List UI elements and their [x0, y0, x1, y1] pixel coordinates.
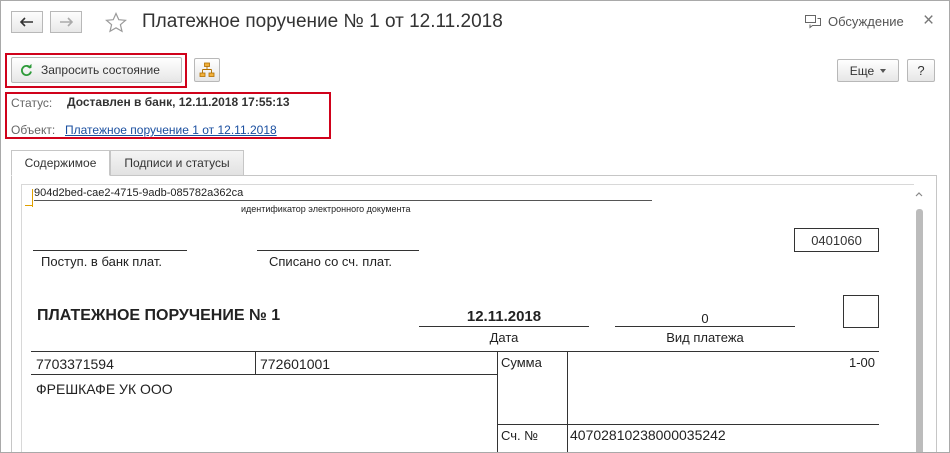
status-value: Доставлен в банк, 12.11.2018 17:55:13 — [67, 95, 290, 109]
edoc-id-underline — [34, 200, 652, 201]
discussion-label: Обсуждение — [828, 14, 904, 29]
structure-button[interactable] — [194, 58, 220, 82]
hierarchy-icon — [199, 62, 215, 78]
more-button[interactable] — [837, 59, 899, 82]
sum-label-divider — [567, 351, 568, 453]
status-label: Статус: — [11, 96, 53, 110]
date-caption: Дата — [489, 330, 519, 345]
form-code: 0401060 — [794, 228, 879, 252]
forward-button[interactable] — [50, 11, 82, 33]
received-line — [33, 250, 187, 251]
request-status-button[interactable] — [11, 57, 182, 83]
account-value: 40702810238000035242 — [570, 427, 726, 443]
debited-line — [257, 250, 419, 251]
inn-kpp-divider — [255, 351, 256, 374]
date-value: 12.11.2018 — [466, 308, 542, 325]
received-caption: Поступ. в банк плат. — [41, 254, 163, 269]
sum-row-bottom-line — [497, 424, 879, 425]
sum-value: 1-00 — [848, 355, 875, 370]
payer-sum-divider — [497, 351, 498, 453]
text-cursor-tick — [25, 205, 33, 206]
tab-content[interactable]: Содержимое — [11, 150, 110, 176]
window-title: Платежное поручение № 1 от 12.11.2018 — [142, 11, 503, 32]
tab-signatures-statuses[interactable]: Подписи и статусы — [110, 150, 244, 176]
refresh-icon — [20, 64, 33, 77]
inn-row-bottom-line — [31, 374, 497, 375]
object-label: Объект: — [11, 123, 56, 137]
sum-label: Сумма — [501, 355, 542, 370]
more-label: Еще — [849, 63, 875, 78]
account-label: Сч. № — [501, 428, 539, 443]
close-icon[interactable]: × — [923, 10, 935, 31]
grid-top-line — [31, 351, 879, 352]
date-line — [419, 326, 589, 327]
arrow-right-icon — [59, 17, 73, 27]
payment-type-caption: Вид платежа — [666, 330, 744, 345]
payer-inn: 7703371594 — [36, 356, 114, 372]
help-button[interactable]: ? — [907, 59, 935, 82]
chevron-down-icon — [880, 69, 886, 73]
vertical-scrollbar[interactable] — [913, 187, 925, 453]
edoc-id: 904d2bed-cae2-4715-9adb-085782a362ca — [34, 187, 244, 199]
payment-type-line — [615, 326, 795, 327]
request-status-label: Запросить состояние — [41, 63, 160, 77]
payment-type-value: 0 — [701, 311, 709, 326]
discussion-button[interactable] — [805, 14, 904, 29]
payer-kpp: 772601001 — [260, 356, 331, 372]
payer-name: ФРЕШКАФЕ УК ООО — [36, 381, 173, 397]
code-box — [843, 295, 879, 328]
scroll-up-icon — [913, 189, 925, 199]
debited-caption: Списано со сч. плат. — [269, 254, 392, 269]
scrollbar-thumb[interactable] — [916, 209, 923, 453]
doc-title: ПЛАТЕЖНОЕ ПОРУЧЕНИЕ № 1 — [37, 307, 281, 324]
discussion-icon — [805, 15, 821, 29]
back-button[interactable] — [11, 11, 43, 33]
arrow-left-icon — [20, 17, 34, 27]
object-link[interactable]: Платежное поручение 1 от 12.11.2018 — [65, 123, 277, 137]
edoc-id-caption: идентификатор электронного документа — [241, 204, 411, 214]
favorite-star-icon[interactable] — [105, 12, 127, 34]
